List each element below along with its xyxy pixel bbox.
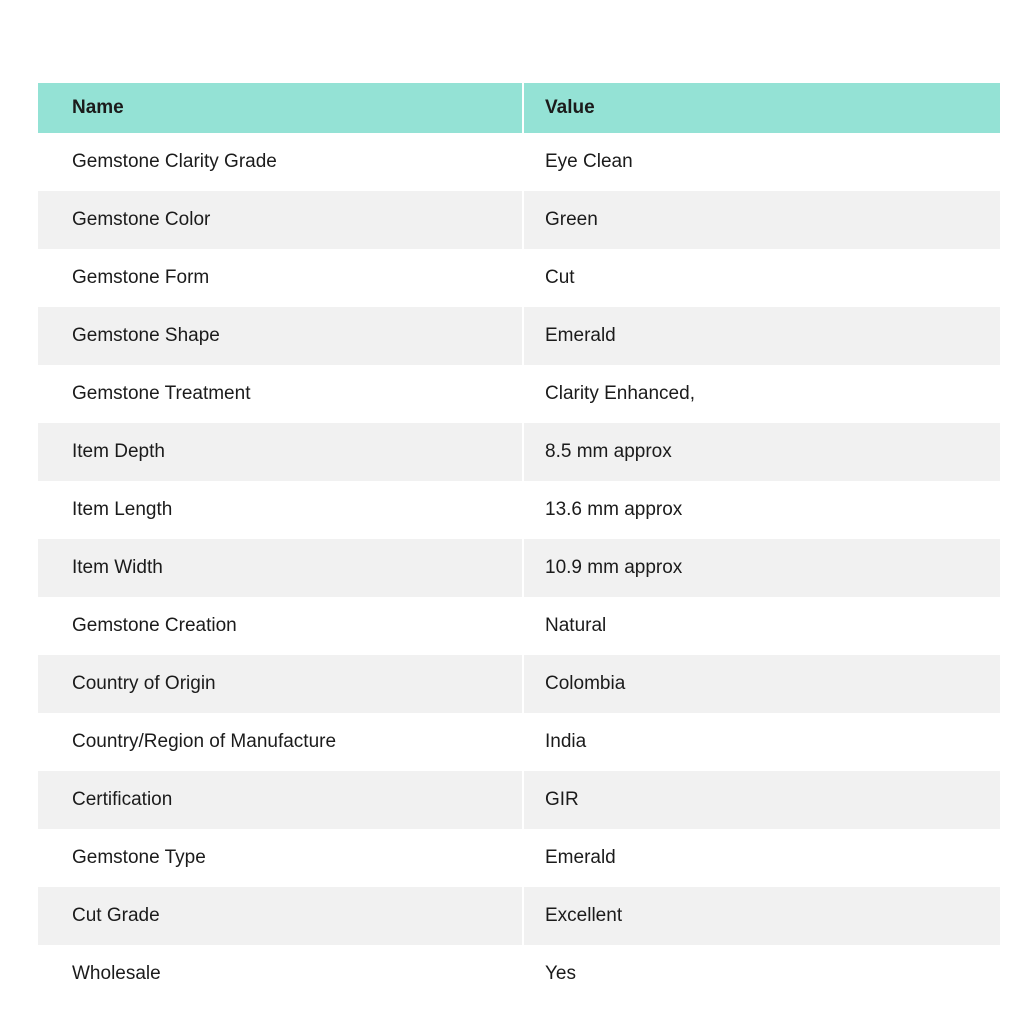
table-row [38, 597, 1000, 655]
table-row [38, 887, 1000, 945]
spec-value-cell: Cut [545, 267, 575, 288]
table-row [38, 191, 1000, 249]
table-row [38, 365, 1000, 423]
spec-name-cell: Item Depth [38, 423, 524, 481]
table-row [38, 539, 1000, 597]
spec-name-cell: Gemstone Clarity Grade [38, 133, 524, 191]
spec-name-cell: Certification [38, 771, 524, 829]
spec-value-cell: 8.5 mm approx [545, 441, 672, 462]
item-specifics-table [38, 83, 1000, 1003]
spec-value-cell: Natural [545, 615, 607, 636]
spec-name-cell: Cut Grade [38, 887, 524, 945]
spec-name-cell: Gemstone Shape [38, 307, 524, 365]
table-row [38, 945, 1000, 1003]
spec-name-cell: Wholesale [38, 945, 524, 1003]
table-row [38, 771, 1000, 829]
spec-name-cell: Gemstone Form [38, 249, 524, 307]
spec-name-cell: Country of Origin [38, 655, 524, 713]
spec-name-cell: Gemstone Color [38, 191, 524, 249]
spec-value-cell: India [545, 731, 587, 752]
header-value-cell: Value [545, 97, 595, 118]
table-row [38, 249, 1000, 307]
spec-name-cell: Country/Region of Manufacture [38, 713, 524, 771]
table-row [38, 423, 1000, 481]
spec-value-cell: GIR [545, 789, 579, 810]
spec-value-cell: Colombia [545, 673, 626, 694]
spec-value-cell: Clarity Enhanced, [545, 383, 695, 404]
spec-value-cell: 10.9 mm approx [545, 557, 683, 578]
spec-value-cell: Emerald [545, 325, 616, 346]
spec-value-cell: Eye Clean [545, 151, 633, 172]
table-body [38, 133, 1000, 1003]
spec-name-cell: Gemstone Treatment [38, 365, 524, 423]
spec-name-cell: Gemstone Creation [38, 597, 524, 655]
table-row [38, 307, 1000, 365]
spec-name-cell: Item Width [38, 539, 524, 597]
spec-value-cell: 13.6 mm approx [545, 499, 683, 520]
spec-value-cell: Excellent [545, 905, 623, 926]
table-row [38, 713, 1000, 771]
table-row [38, 133, 1000, 191]
table-row [38, 655, 1000, 713]
spec-value-cell: Yes [545, 963, 576, 984]
spec-name-cell: Item Length [38, 481, 524, 539]
table-header-row [38, 83, 1000, 133]
table-row [38, 481, 1000, 539]
table-row [38, 829, 1000, 887]
header-name-cell: Name [38, 83, 524, 133]
spec-value-cell: Green [545, 209, 598, 230]
spec-name-cell: Gemstone Type [38, 829, 524, 887]
spec-value-cell: Emerald [545, 847, 616, 868]
